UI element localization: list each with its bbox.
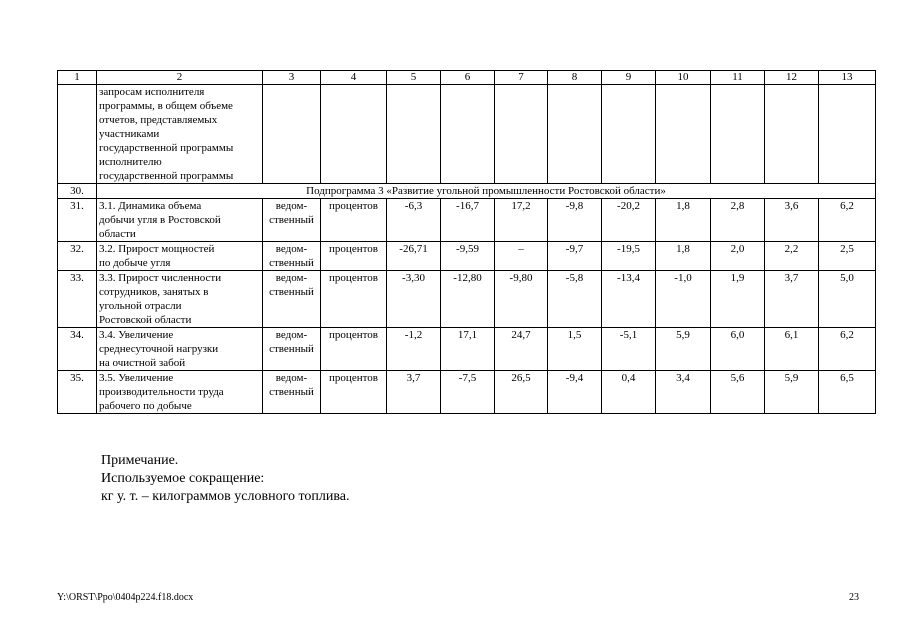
- value-cell: -9,8: [548, 199, 602, 242]
- indicator-name-line: Ростовской области: [99, 314, 192, 326]
- indicator-name-line: 3.3. Прирост численности: [99, 272, 222, 284]
- indicator-type-cell: [263, 242, 321, 271]
- indicator-type-line: ственный: [269, 286, 314, 298]
- indicator-name-cell: [97, 271, 263, 328]
- unit-cell: процентов: [321, 371, 387, 414]
- value-cell: -9,80: [495, 271, 548, 328]
- indicator-name-line: государственной программы: [99, 142, 234, 154]
- indicator-row: [58, 371, 876, 414]
- value-cell: 5,9: [656, 328, 711, 371]
- indicator-name-line: на очистной забой: [99, 357, 186, 369]
- empty-cell: [321, 85, 387, 184]
- indicator-type-line: ственный: [269, 214, 314, 226]
- value-cell: 5,0: [819, 271, 876, 328]
- value-cell: -3,30: [387, 271, 441, 328]
- column-number-cell: 13: [819, 71, 876, 85]
- value-cell: 2,0: [711, 242, 765, 271]
- value-cell: 3,7: [765, 271, 819, 328]
- value-cell: -16,7: [441, 199, 495, 242]
- value-cell: 24,7: [495, 328, 548, 371]
- header-row: [58, 71, 876, 85]
- indicator-name-line: области: [99, 228, 136, 240]
- value-cell: -12,80: [441, 271, 495, 328]
- empty-cell: [602, 85, 656, 184]
- unit-cell: процентов: [321, 271, 387, 328]
- indicator-type-cell: [263, 199, 321, 242]
- indicator-name-line: участниками: [99, 128, 160, 140]
- indicator-name-line: запросам исполнителя: [99, 86, 205, 98]
- indicator-type-line: ведом-: [275, 329, 308, 341]
- value-cell: -6,3: [387, 199, 441, 242]
- indicator-type-line: ственный: [269, 343, 314, 355]
- unit-cell: процентов: [321, 328, 387, 371]
- column-number-cell: 11: [711, 71, 765, 85]
- value-cell: 5,6: [711, 371, 765, 414]
- empty-cell: [656, 85, 711, 184]
- unit-cell: процентов: [321, 199, 387, 242]
- row-number-cell: 30.: [58, 184, 97, 199]
- indicator-name-line: среднесуточной нагрузки: [99, 343, 219, 355]
- value-cell: 26,5: [495, 371, 548, 414]
- column-number-cell: 7: [495, 71, 548, 85]
- column-number-cell: 1: [58, 71, 97, 85]
- column-number-cell: 12: [765, 71, 819, 85]
- column-number-cell: 2: [97, 71, 263, 85]
- value-cell: -5,8: [548, 271, 602, 328]
- indicator-name-cell: [97, 328, 263, 371]
- column-number-cell: 9: [602, 71, 656, 85]
- indicator-type-cell: [263, 271, 321, 328]
- indicator-name-line: по добыче угля: [99, 257, 171, 269]
- indicator-name-line: 3.5. Увеличение: [99, 372, 174, 384]
- empty-cell: [58, 85, 97, 184]
- value-cell: 1,9: [711, 271, 765, 328]
- value-cell: 6,0: [711, 328, 765, 371]
- indicator-name-line: отчетов, представляемых: [99, 114, 218, 126]
- indicator-name-cell: [97, 85, 263, 184]
- value-cell: 3,6: [765, 199, 819, 242]
- indicator-name-line: государственной программы: [99, 170, 234, 182]
- indicator-name-cell: [97, 371, 263, 414]
- empty-cell: [441, 85, 495, 184]
- value-cell: 3,7: [387, 371, 441, 414]
- indicator-type-line: ственный: [269, 386, 314, 398]
- value-cell: -20,2: [602, 199, 656, 242]
- continuation-row: [58, 85, 876, 184]
- indicator-name-line: добычи угля в Ростовской: [99, 214, 221, 226]
- note-abbrev-heading: Используемое сокращение:: [101, 471, 265, 486]
- note-abbrev-definition: кг у. т. – килограммов условного топлива.: [101, 489, 350, 504]
- empty-cell: [765, 85, 819, 184]
- value-cell: -9,7: [548, 242, 602, 271]
- indicator-row: [58, 328, 876, 371]
- value-cell: 3,4: [656, 371, 711, 414]
- value-cell: –: [495, 242, 548, 271]
- page-number: 23: [849, 592, 859, 603]
- footer-file-path: Y:\ORST\Ppo\0404p224.f18.docx: [57, 592, 194, 603]
- value-cell: -13,4: [602, 271, 656, 328]
- indicator-type-cell: [263, 371, 321, 414]
- indicator-name-line: рабочего по добыче: [99, 400, 192, 412]
- value-cell: 6,2: [819, 199, 876, 242]
- indicator-name-cell: [97, 199, 263, 242]
- value-cell: 17,2: [495, 199, 548, 242]
- indicator-type-line: ведом-: [275, 272, 308, 284]
- value-cell: -26,71: [387, 242, 441, 271]
- column-number-cell: 6: [441, 71, 495, 85]
- row-number-cell: 32.: [58, 242, 97, 271]
- value-cell: -1,2: [387, 328, 441, 371]
- value-cell: -9,4: [548, 371, 602, 414]
- value-cell: 2,2: [765, 242, 819, 271]
- value-cell: 1,5: [548, 328, 602, 371]
- value-cell: -9,59: [441, 242, 495, 271]
- unit-cell: процентов: [321, 242, 387, 271]
- row-number-cell: 31.: [58, 199, 97, 242]
- value-cell: -19,5: [602, 242, 656, 271]
- note-block: [101, 452, 350, 506]
- value-cell: -1,0: [656, 271, 711, 328]
- column-number-cell: 5: [387, 71, 441, 85]
- indicator-row: [58, 242, 876, 271]
- empty-cell: [819, 85, 876, 184]
- indicator-name-line: угольной отрасли: [99, 300, 182, 312]
- column-number-cell: 8: [548, 71, 602, 85]
- indicator-row: [58, 199, 876, 242]
- indicator-name-line: программы, в общем объеме: [99, 100, 233, 112]
- value-cell: -5,1: [602, 328, 656, 371]
- column-number-cell: 3: [263, 71, 321, 85]
- value-cell: 2,5: [819, 242, 876, 271]
- subprogram-row: [58, 184, 876, 199]
- empty-cell: [263, 85, 321, 184]
- indicator-name-cell: [97, 242, 263, 271]
- subprogram-title: Подпрограмма 3 «Развитие угольной промышленности Ростовской области»: [97, 184, 876, 199]
- row-number-cell: 35.: [58, 371, 97, 414]
- value-cell: 6,5: [819, 371, 876, 414]
- value-cell: 17,1: [441, 328, 495, 371]
- empty-cell: [387, 85, 441, 184]
- value-cell: 5,9: [765, 371, 819, 414]
- indicators-table: [57, 70, 876, 414]
- indicator-name-line: 3.4. Увеличение: [99, 329, 174, 341]
- indicator-name-line: 3.2. Прирост мощностей: [99, 243, 215, 255]
- row-number-cell: 34.: [58, 328, 97, 371]
- empty-cell: [548, 85, 602, 184]
- indicator-name-line: сотрудников, занятых в: [99, 286, 209, 298]
- value-cell: 2,8: [711, 199, 765, 242]
- indicator-type-cell: [263, 328, 321, 371]
- indicator-name-line: исполнителю: [99, 156, 162, 168]
- column-number-cell: 10: [656, 71, 711, 85]
- column-number-cell: 4: [321, 71, 387, 85]
- indicator-name-line: производительности труда: [99, 386, 224, 398]
- indicator-type-line: ведом-: [275, 243, 308, 255]
- value-cell: 1,8: [656, 199, 711, 242]
- value-cell: 1,8: [656, 242, 711, 271]
- indicator-type-line: ведом-: [275, 372, 308, 384]
- empty-cell: [711, 85, 765, 184]
- row-number-cell: 33.: [58, 271, 97, 328]
- indicator-name-line: 3.1. Динамика объема: [99, 200, 202, 212]
- value-cell: 6,1: [765, 328, 819, 371]
- indicator-type-line: ственный: [269, 257, 314, 269]
- value-cell: 6,2: [819, 328, 876, 371]
- value-cell: 0,4: [602, 371, 656, 414]
- indicator-row: [58, 271, 876, 328]
- value-cell: -7,5: [441, 371, 495, 414]
- empty-cell: [495, 85, 548, 184]
- note-title: Примечание.: [101, 453, 179, 468]
- indicator-type-line: ведом-: [275, 200, 308, 212]
